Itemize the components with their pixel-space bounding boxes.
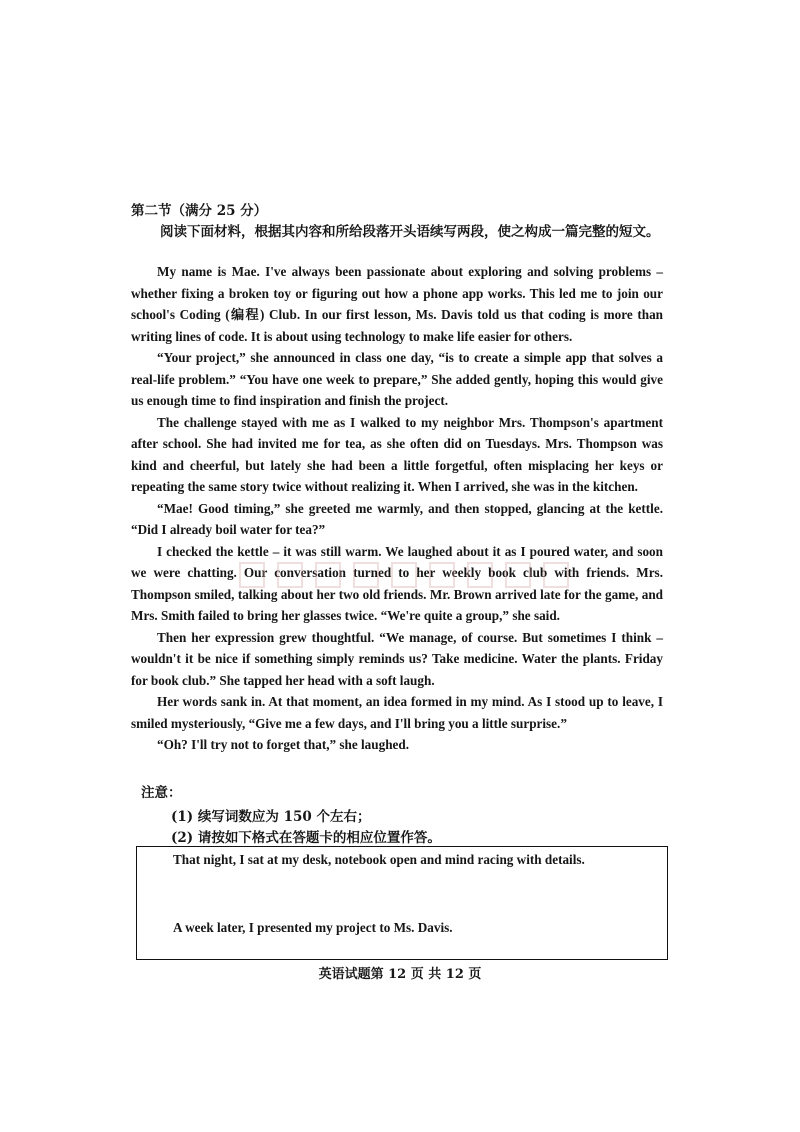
paragraph-starter: A week later, I presented my project to Ms. Davis. bbox=[173, 920, 453, 935]
note-item: (1) 续写词数应为 150 个左右； bbox=[171, 809, 371, 825]
page-footer: 英语试题第 12 页 共 12 页 bbox=[318, 967, 482, 982]
task-instruction: 阅读下面材料，根据其内容和所给段落开头语续写两段，使之构成一篇完整的短文。 bbox=[160, 224, 660, 240]
note-item: (2) 请按如下格式在答题卡的相应位置作答。 bbox=[171, 830, 441, 846]
passage-paragraph: Then her expression grew thoughtful. “We manage, of course. But sometimes I think – wouldn't it be nice if something simply reminds us? Take medicine. Water the plants. Friday for book club.” She tapped her head with a soft laugh. bbox=[131, 629, 663, 688]
reading-passage bbox=[131, 261, 663, 756]
answer-format-box bbox=[136, 846, 668, 960]
passage-paragraph: “Your project,” she announced in class one day, “is to create a simple app that solves a real-life problem.” “You have one week to prepare,” She added gently, hoping this would give us enough time to find inspiration and finish the project. bbox=[131, 350, 663, 408]
passage-paragraph: Her words sank in. At that moment, an idea formed in my mind. As I stood up to leave, I smiled mysteriously, “Give me a few days, and I'll bring you a little surprise.” bbox=[131, 694, 663, 731]
passage-paragraph: I checked the kettle – it was still warm. We laughed about it as I poured water, and soon we were chatting. Our conversation turned to her weekly book club with friends. Mrs. Thompson smiled, talking about her two old friends. Mr. Brown arrived late for the game, and Mrs. Smith failed to bring her glasses twice. “We're quite a group,” she said. bbox=[131, 543, 663, 623]
passage-paragraph: The challenge stayed with me as I walked to my neighbor Mrs. Thompson's apartment after school. She had invited me for tea, as she often did on Tuesdays. Mrs. Thompson was kind and cheerful, but lately she had been a little forgetful, often misplacing her keys or repeating the same story twice without realizing it. When I arrived, she was in the kitchen. bbox=[131, 414, 663, 494]
passage-paragraph: “Oh? I'll try not to forget that,” she laughed. bbox=[157, 737, 410, 752]
passage-paragraph: My name is Mae. I've always been passionate about exploring and solving problems – whether fixing a broken toy or figuring out how a phone app works. This led me to join our school's Coding (编程) Club. In our first lesson, Ms. Davis told us that coding is more than writing lines of code. It is about using technology to make life easier for others. bbox=[131, 264, 663, 344]
paragraph-starter: That night, I sat at my desk, notebook open and mind racing with details. bbox=[173, 852, 585, 867]
notes-title: 注意： bbox=[141, 785, 182, 801]
section-heading: 第二节（满分 25 分） bbox=[131, 203, 268, 219]
passage-paragraph: “Mae! Good timing,” she greeted me warmly, and then stopped, glancing at the kettle. “Did I already boil water for tea?” bbox=[131, 500, 663, 537]
watermark-image bbox=[232, 553, 612, 597]
